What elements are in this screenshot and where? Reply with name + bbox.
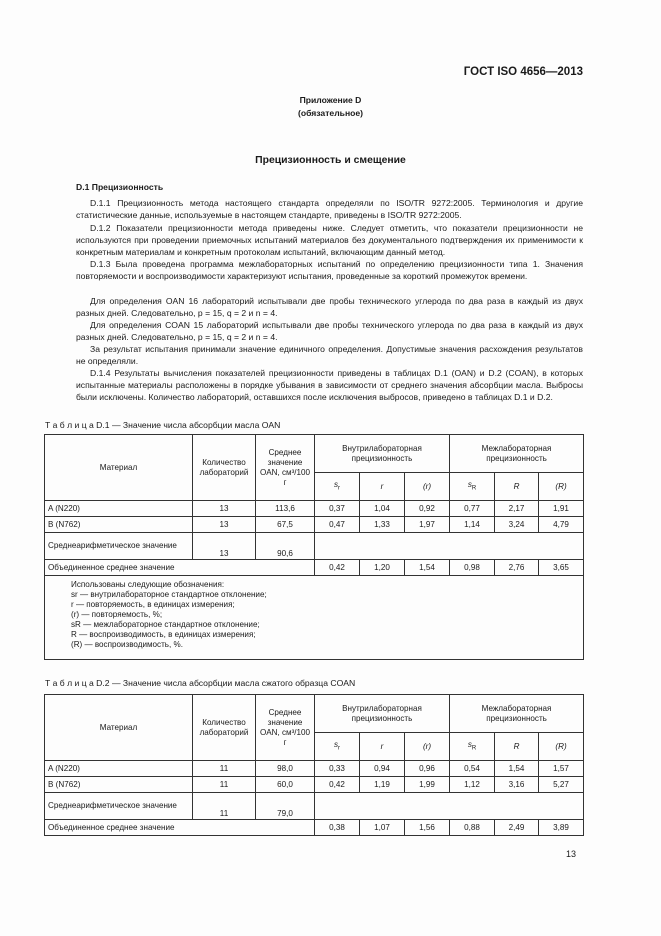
note-line: (R) — воспроизводимость, %. <box>71 640 183 649</box>
table-row <box>45 761 584 777</box>
note-line: sR — межлабораторное стандартное отклонение; <box>71 620 260 629</box>
cell-r: 0,94 <box>360 761 405 777</box>
pooled-row <box>45 560 584 576</box>
empty-cell <box>315 793 584 820</box>
cell-R: 3,16 <box>495 777 539 793</box>
table-row <box>45 777 584 793</box>
paragraph-result: За результат испытания принимали значение единичного определения. Допустимые значения расхождения результатов не определяли. <box>76 344 583 366</box>
cell-r: 1,33 <box>360 517 405 533</box>
note-line: (r) — повторяемость, %; <box>71 610 163 619</box>
cell-labs: 13 <box>193 533 256 560</box>
header-R: R <box>495 473 539 501</box>
cell-RR: 3,89 <box>539 820 584 836</box>
cell-sR: 0,88 <box>450 820 495 836</box>
cell-material: Среднеарифметическое значение <box>45 533 193 560</box>
header-material: Материал <box>45 435 193 501</box>
cell-material: B (N762) <box>45 777 193 793</box>
cell-labs: 13 <box>193 501 256 517</box>
header-sr: $s_r$ <box>315 473 360 501</box>
paragraph-oan: Для определения OAN 16 лабораторий испытывали две пробы технического углерода по два раза в каждый из двух разных дней. Следовательно, p = 15, q = 2 и n = 4. <box>76 296 583 318</box>
paragraph-d1-2: D.1.2 Показатели прецизионности метода приведены ниже. Следует отметить, что показатели прецизионности не используются при проведении приемочных испытаний материалов без документального подтверждения их применимости к конкретным материалам и конкретным протоколам испытаний, включающим данный метод. <box>76 223 583 257</box>
cell-r: 1,19 <box>360 777 405 793</box>
cell-RR: 3,65 <box>539 560 584 576</box>
header-RR: (R) <box>539 733 584 761</box>
cell-r: 1,20 <box>360 560 405 576</box>
cell-rr: 1,54 <box>405 560 450 576</box>
mean-row <box>45 793 584 820</box>
table1-caption: Т а б л и ц а D.1 — Значение числа абсорбции масла OAN <box>45 420 281 430</box>
standard-code: ГОСТ ISO 4656—2013 <box>463 66 583 78</box>
header-labs: Количество лабораторий <box>193 435 256 501</box>
header-within: Внутрилабораторная прецизионность <box>315 435 450 473</box>
cell-sr: 0,33 <box>315 761 360 777</box>
header-between: Межлабораторная прецизионность <box>450 695 584 733</box>
table-d2 <box>44 694 584 836</box>
cell-mean: 79,0 <box>256 793 315 820</box>
header-rr: (r) <box>405 473 450 501</box>
cell-r: 1,04 <box>360 501 405 517</box>
cell-rr: 1,99 <box>405 777 450 793</box>
cell-pooled-label: Объединенное среднее значение <box>45 560 315 576</box>
cell-mean: 98,0 <box>256 761 315 777</box>
cell-labs: 11 <box>193 793 256 820</box>
cell-sr: 0,42 <box>315 777 360 793</box>
table-row <box>45 501 584 517</box>
cell-labs: 11 <box>193 777 256 793</box>
paragraph-d1-3: D.1.3 Была проведена программа межлабораторных испытаний по определению прецизионности типа 1. Значения повторяемости и воспроизводимости характеризуют испытания, проведенные за короткий промежуток времени. <box>76 259 583 281</box>
cell-rr: 1,97 <box>405 517 450 533</box>
header-sR: $s_R$ <box>450 473 495 501</box>
table-row <box>45 517 584 533</box>
cell-R: 1,54 <box>495 761 539 777</box>
empty-cell <box>315 533 584 560</box>
annex-heading <box>0 94 661 120</box>
cell-sr: 0,37 <box>315 501 360 517</box>
note-line: r — повторяемость, в единицах измерения; <box>71 600 235 609</box>
table2-caption: Т а б л и ц а D.2 — Значение числа абсорбции масла сжатого образца COAN <box>45 678 356 688</box>
annex-title: Приложение D <box>299 95 362 105</box>
header-mean: Среднее значение OAN, см³/100 г <box>256 695 315 761</box>
cell-sR: 1,12 <box>450 777 495 793</box>
paragraph-d1-1: D.1.1 Прецизионность метода настоящего стандарта определяли по ISO/TR 9272:2005. Терминология и другие статистические данные, используемые в настоящем стандарте, приведены в ISO/TR 9272:2005. <box>76 198 583 220</box>
cell-RR: 1,91 <box>539 501 584 517</box>
cell-rr: 0,96 <box>405 761 450 777</box>
header-within: Внутрилабораторная прецизионность <box>315 695 450 733</box>
header-sr: $s_r$ <box>315 733 360 761</box>
cell-rr: 1,56 <box>405 820 450 836</box>
header-material: Материал <box>45 695 193 761</box>
header-labs: Количество лабораторий <box>193 695 256 761</box>
cell-RR: 1,57 <box>539 761 584 777</box>
note-line: Использованы следующие обозначения: <box>71 580 225 589</box>
notes-row <box>45 576 584 660</box>
cell-pooled-label: Объединенное среднее значение <box>45 820 315 836</box>
section-title: Прецизионность и смещение <box>255 155 406 166</box>
pooled-row <box>45 820 584 836</box>
cell-sR: 0,98 <box>450 560 495 576</box>
subsection-heading: D.1 Прецизионность <box>76 182 164 192</box>
header-sR: $s_R$ <box>450 733 495 761</box>
cell-R: 2,17 <box>495 501 539 517</box>
header-r: r <box>360 733 405 761</box>
cell-r: 1,07 <box>360 820 405 836</box>
paragraph-d1-4: D.1.4 Результаты вычисления показателей прецизионности приведены в таблицах D.1 (OAN) и D.2 (COAN), в которых испытанные материалы расположены в порядке убывания в зависимости от среднего значения абсорбции масла. Выбросы были исключены. Количество лабораторий, оставшихся после исключения выбросов, приведено в таблицах D.1 и D.2. <box>76 368 583 402</box>
header-mean: Среднее значение OAN, см³/100 г <box>256 435 315 501</box>
cell-RR: 4,79 <box>539 517 584 533</box>
cell-material: Среднеарифметическое значение <box>45 793 193 820</box>
cell-rr: 0,92 <box>405 501 450 517</box>
note-line: sr — внутрилабораторное стандартное отклонение; <box>71 590 267 599</box>
cell-R: 2,76 <box>495 560 539 576</box>
mean-row <box>45 533 584 560</box>
header-rr: (r) <box>405 733 450 761</box>
cell-sr: 0,42 <box>315 560 360 576</box>
note-line: R — воспроизводимость, в единицах измерения; <box>71 630 256 639</box>
page-number: 13 <box>566 849 577 859</box>
cell-mean: 113,6 <box>256 501 315 517</box>
cell-material: B (N762) <box>45 517 193 533</box>
cell-material: A (N220) <box>45 761 193 777</box>
cell-material: A (N220) <box>45 501 193 517</box>
cell-R: 2,49 <box>495 820 539 836</box>
cell-sR: 0,54 <box>450 761 495 777</box>
annex-status: (обязательное) <box>297 108 364 118</box>
header-RR: (R) <box>539 473 584 501</box>
cell-labs: 13 <box>193 517 256 533</box>
table-d1 <box>44 434 584 660</box>
paragraph-coan: Для определения COAN 15 лабораторий испытывали две пробы технического углерода по два раза в каждый из двух разных дней. Следовательно, p = 15, q = 2 и n = 4. <box>76 320 583 342</box>
cell-R: 3,24 <box>495 517 539 533</box>
cell-sR: 1,14 <box>450 517 495 533</box>
header-between: Межлабораторная прецизионность <box>450 435 584 473</box>
cell-sr: 0,47 <box>315 517 360 533</box>
cell-mean: 67,5 <box>256 517 315 533</box>
cell-mean: 60,0 <box>256 777 315 793</box>
cell-sr: 0,38 <box>315 820 360 836</box>
header-R: R <box>495 733 539 761</box>
header-r: r <box>360 473 405 501</box>
cell-mean: 90,6 <box>256 533 315 560</box>
cell-RR: 5,27 <box>539 777 584 793</box>
cell-labs: 11 <box>193 761 256 777</box>
cell-sR: 0,77 <box>450 501 495 517</box>
notes-cell <box>45 576 584 660</box>
